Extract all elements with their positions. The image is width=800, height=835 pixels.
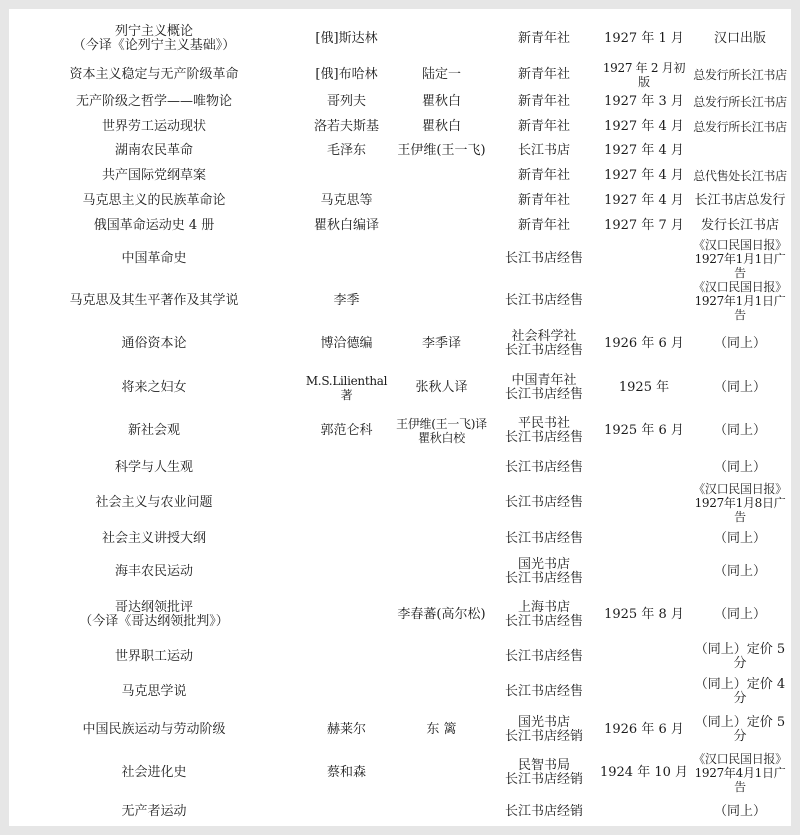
book-title-cell: 中国革命史 xyxy=(121,251,187,266)
author-cell xyxy=(299,591,394,639)
publisher-cell: 新青年社 xyxy=(517,31,570,46)
publisher-cell: 新青年社 xyxy=(517,217,570,233)
author-cell: M.S.Lilienthal 著 xyxy=(305,373,388,402)
publisher-cell: 上海书店 长江书店经售 xyxy=(504,600,583,629)
date-cell: 1927 年 4 月 xyxy=(604,167,684,183)
book-title-cell: 无产者运动 xyxy=(121,804,187,819)
table-row xyxy=(9,674,791,709)
translator-cell: 东 篱 xyxy=(426,721,457,737)
translator-cell: 张秋人译 xyxy=(415,379,468,395)
book-title-cell: 列宁主义概论 （今译《论列宁主义基础》） xyxy=(72,24,236,53)
date-cell xyxy=(599,482,689,524)
translator-cell xyxy=(394,674,489,709)
table-row xyxy=(9,750,791,795)
date-cell: 1925 年 xyxy=(618,379,670,395)
translator-cell: 瞿秋白 xyxy=(421,118,461,134)
author-cell: 郭范仑科 xyxy=(320,423,373,438)
author-cell: 李季 xyxy=(333,293,360,308)
note-cell: 汉口出版 xyxy=(713,31,766,46)
table-row xyxy=(9,61,791,89)
date-cell xyxy=(599,238,689,280)
publisher-cell: 新青年社 xyxy=(517,192,570,208)
translator-cell: 王伊维(王一飞) xyxy=(397,143,486,158)
note-cell: （同上） xyxy=(713,336,766,351)
author-cell: [俄]斯达林 xyxy=(315,31,378,46)
date-cell xyxy=(599,453,689,482)
book-title-cell: 社会进化史 xyxy=(121,764,187,780)
table-row xyxy=(9,322,791,366)
table-row xyxy=(9,89,791,114)
date-cell xyxy=(599,795,689,826)
book-title-cell: 湖南农民革命 xyxy=(114,143,193,158)
table-row xyxy=(9,280,791,322)
author-cell xyxy=(299,639,394,674)
table-row xyxy=(9,17,791,61)
table-row xyxy=(9,482,791,524)
date-cell: 1926 年 6 月 xyxy=(604,336,684,351)
date-cell: 1927 年 3 月 xyxy=(604,93,684,109)
table-row xyxy=(9,213,791,238)
book-title-cell: 世界劳工运动现状 xyxy=(101,118,206,134)
author-cell: 博洽德编 xyxy=(320,336,373,351)
note-cell: （同上）定价 4 分 xyxy=(694,676,786,706)
note-cell: 《汉口民国日报》 1927年1月8日广告 xyxy=(693,482,787,524)
author-cell: [俄]布哈林 xyxy=(315,67,378,82)
author-cell: 蔡和森 xyxy=(326,764,366,780)
book-title-cell: 马克思学说 xyxy=(121,683,187,699)
book-title-cell: 世界职工运动 xyxy=(114,648,193,664)
author-cell: 马克思等 xyxy=(320,192,373,208)
table-row xyxy=(9,795,791,826)
book-title-cell: 中国民族运动与劳动阶级 xyxy=(82,721,226,737)
table-row xyxy=(9,139,791,163)
note-cell: （同上） xyxy=(713,459,766,475)
table-row xyxy=(9,163,791,188)
publisher-cell: 长江书店经售 xyxy=(504,683,583,699)
date-cell: 1927 年 4 月 xyxy=(604,118,684,134)
publisher-cell: 长江书店经售 xyxy=(504,530,583,546)
publisher-cell: 长江书店 xyxy=(517,143,570,158)
date-cell: 1925 年 8 月 xyxy=(604,607,684,622)
translator-cell xyxy=(394,639,489,674)
author-cell xyxy=(299,163,394,188)
author-cell xyxy=(299,674,394,709)
table-row xyxy=(9,639,791,674)
author-cell xyxy=(299,453,394,482)
book-title-cell: 哥达纲领批评 （今译《哥达纲领批判》） xyxy=(79,600,229,629)
book-title-cell: 社会主义与农业问题 xyxy=(95,495,213,510)
author-cell: 赫莱尔 xyxy=(326,721,366,737)
publisher-cell: 长江书店经售 xyxy=(504,648,583,664)
date-cell: 1925 年 6 月 xyxy=(604,423,684,438)
book-title-cell: 共产国际党纲草案 xyxy=(101,167,206,183)
author-cell: 洛若夫斯基 xyxy=(313,118,379,134)
table-row xyxy=(9,238,791,280)
date-cell xyxy=(599,553,689,591)
translator-cell: 李春蕃(高尔松) xyxy=(397,607,486,622)
note-cell: （同上） xyxy=(713,607,766,622)
publisher-cell: 长江书店经售 xyxy=(504,459,583,475)
book-title-cell: 将来之妇女 xyxy=(121,379,187,395)
publisher-cell: 长江书店经售 xyxy=(504,495,583,510)
publisher-cell: 长江书店经售 xyxy=(504,293,583,308)
note-cell: （同上）定价 5 分 xyxy=(694,641,786,671)
translator-cell xyxy=(394,163,489,188)
date-cell: 1927 年 2 月初版 xyxy=(602,61,686,89)
publisher-cell: 新青年社 xyxy=(517,167,570,183)
book-title-cell: 新社会观 xyxy=(127,423,180,438)
table-row xyxy=(9,524,791,553)
note-cell: （同上） xyxy=(713,804,766,819)
publisher-cell: 长江书店经销 xyxy=(504,804,583,819)
publisher-cell: 新青年社 xyxy=(517,67,570,82)
book-title-cell: 科学与人生观 xyxy=(114,459,193,475)
note-cell xyxy=(689,139,791,163)
translator-cell: 瞿秋白 xyxy=(421,93,461,109)
publisher-cell: 民智书局 长江书店经销 xyxy=(504,757,583,787)
author-cell xyxy=(299,553,394,591)
table-row xyxy=(9,366,791,409)
date-cell xyxy=(599,524,689,553)
publisher-cell: 新青年社 xyxy=(517,93,570,109)
book-title-cell: 海丰农民运动 xyxy=(114,564,193,579)
table-row xyxy=(9,409,791,453)
author-cell xyxy=(299,238,394,280)
note-cell: 发行长江书店 xyxy=(700,217,779,233)
publisher-cell: 新青年社 xyxy=(517,118,570,134)
translator-cell: 李季译 xyxy=(421,336,461,351)
book-title-cell: 马克思主义的民族革命论 xyxy=(82,192,226,208)
date-cell: 1924 年 10 月 xyxy=(599,764,689,780)
book-title-cell: 无产阶级之哲学——唯物论 xyxy=(75,93,232,109)
date-cell: 1927 年 1 月 xyxy=(604,31,684,46)
date-cell xyxy=(599,674,689,709)
date-cell: 1926 年 6 月 xyxy=(604,721,684,737)
note-cell: （同上） xyxy=(713,564,766,579)
note-cell: 总发行所长江书店 xyxy=(693,94,787,109)
table-row xyxy=(9,188,791,213)
author-cell xyxy=(299,795,394,826)
publisher-cell: 国光书店 长江书店经销 xyxy=(504,714,583,744)
book-title-cell: 俄国革命运动史 4 册 xyxy=(93,217,215,233)
author-cell xyxy=(299,482,394,524)
note-cell: （同上） xyxy=(713,423,766,438)
translator-cell xyxy=(394,238,489,280)
table-row xyxy=(9,114,791,139)
date-cell: 1927 年 7 月 xyxy=(604,217,684,233)
note-cell: 《汉口民国日报》 1927年4月1日广告 xyxy=(693,751,787,794)
book-list-table xyxy=(9,17,791,826)
date-cell xyxy=(599,639,689,674)
table-row xyxy=(9,709,791,750)
book-title-cell: 社会主义讲授大纲 xyxy=(101,530,206,546)
note-cell: 《汉口民国日报》 1927年1月1日广告 xyxy=(693,238,787,280)
book-title-cell: 资本主义稳定与无产阶级革命 xyxy=(69,67,239,82)
translator-cell: 陆定一 xyxy=(421,67,461,82)
translator-cell xyxy=(394,453,489,482)
publisher-cell: 长江书店经售 xyxy=(504,251,583,266)
publisher-cell: 平民书社 长江书店经售 xyxy=(504,416,583,445)
note-cell: （同上） xyxy=(713,530,766,546)
document-page xyxy=(9,9,791,826)
translator-cell xyxy=(394,213,489,238)
table-row xyxy=(9,591,791,639)
publisher-cell: 国光书店 长江书店经售 xyxy=(504,557,583,586)
author-cell xyxy=(299,524,394,553)
table-row xyxy=(9,553,791,591)
note-cell: （同上） xyxy=(713,379,766,395)
translator-cell xyxy=(394,553,489,591)
author-cell: 哥列夫 xyxy=(326,93,366,109)
translator-cell xyxy=(394,795,489,826)
note-cell: 长江书店总发行 xyxy=(694,192,786,208)
date-cell: 1927 年 4 月 xyxy=(604,192,684,208)
note-cell: （同上）定价 5 分 xyxy=(694,714,786,744)
translator-cell xyxy=(394,524,489,553)
date-cell xyxy=(599,280,689,322)
book-title-cell: 马克思及其生平著作及其学说 xyxy=(69,293,239,308)
translator-cell xyxy=(394,482,489,524)
translator-cell xyxy=(394,17,489,61)
translator-cell xyxy=(394,750,489,795)
translator-cell: 王伊维(王一飞)译 瞿秋白校 xyxy=(396,417,487,445)
publisher-cell: 社会科学社 长江书店经售 xyxy=(504,329,583,358)
note-cell: 总发行所长江书店 xyxy=(693,119,787,134)
translator-cell xyxy=(394,188,489,213)
note-cell: 总发行所长江书店 xyxy=(693,68,787,82)
translator-cell xyxy=(394,280,489,322)
publisher-cell: 中国青年社 长江书店经售 xyxy=(504,372,583,402)
author-cell: 瞿秋白编译 xyxy=(313,217,379,233)
note-cell: 总代售处长江书店 xyxy=(693,168,787,183)
book-title-cell: 通俗资本论 xyxy=(121,336,187,351)
table-row xyxy=(9,453,791,482)
date-cell: 1927 年 4 月 xyxy=(604,143,684,158)
author-cell: 毛泽东 xyxy=(326,143,366,158)
note-cell: 《汉口民国日报》 1927年1月1日广告 xyxy=(693,280,787,322)
